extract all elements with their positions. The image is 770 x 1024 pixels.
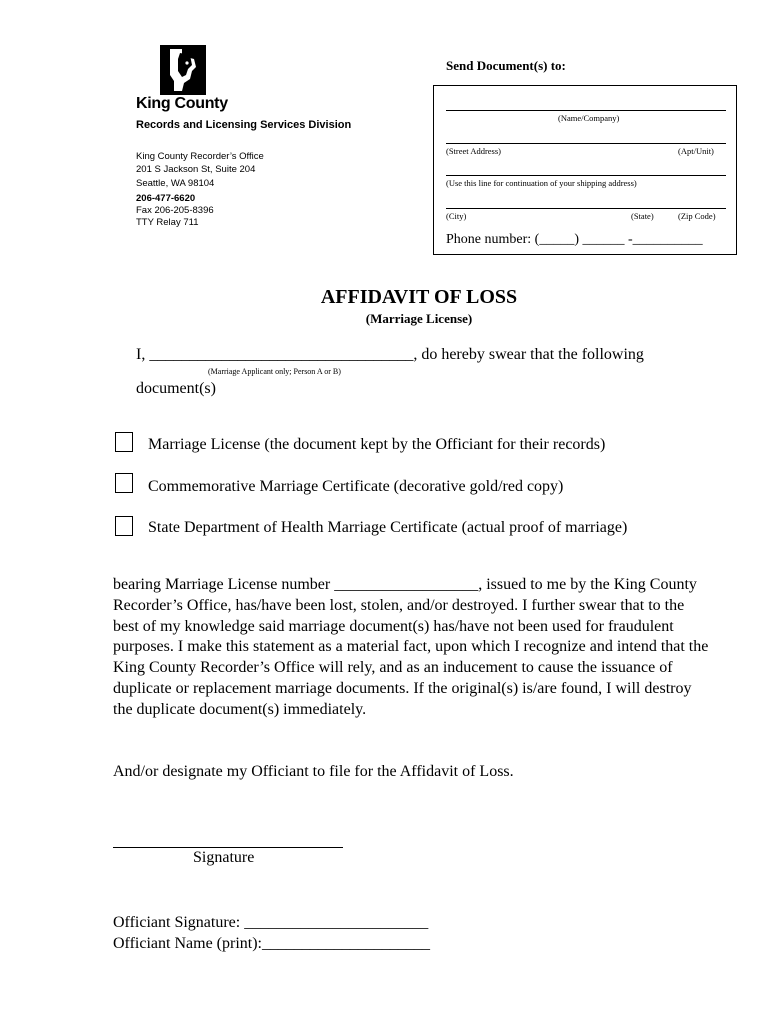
phone-main: 206-477-6620 <box>136 193 196 204</box>
applicant-name-field[interactable]: I, _________________________________, do hereby swear that the following <box>136 346 644 363</box>
division-name: Records and Licensing Services Division <box>136 119 352 131</box>
fax-number: Fax 206-205-8396 <box>136 205 214 216</box>
address-continuation-field[interactable] <box>446 175 726 176</box>
street-address-label: (Street Address) <box>446 146 502 156</box>
phone-number-field[interactable]: Phone number: (_____) ______ -__________ <box>446 232 703 247</box>
apt-unit-label: (Apt/Unit) <box>678 146 714 156</box>
zip-code-label: (Zip Code) <box>678 211 716 221</box>
name-company-field[interactable] <box>446 110 726 111</box>
documents-text: document(s) <box>136 380 216 397</box>
signature-label: Signature <box>193 849 255 866</box>
state-certificate-option: State Department of Health Marriage Certificate (actual proof of marriage) <box>148 519 628 536</box>
king-county-logo-icon <box>160 45 206 95</box>
street-address-field[interactable] <box>446 143 726 144</box>
officiant-signature-field[interactable]: Officiant Signature: _______________________ <box>113 914 429 931</box>
shipping-address-box <box>433 85 737 255</box>
marriage-license-option: Marriage License (the document kept by the Officiant for their records) <box>148 436 606 453</box>
send-to-title: Send Document(s) to: <box>446 58 566 73</box>
affidavit-paragraph: bearing Marriage License number __________________, issued to me by the King County Recorder’s Office, has/have been lost, stolen, and/or destroyed. I further swear that to the best of my knowledge said marriage document(s) has/have not been used for fraudulent purposes. I make this statement as a material fact, upon which I recognize and intend that the King County Recorder’s Office will rely, and as an inducement to cause the issuance of duplicate or replacement marriage documents. If the original(s) is/are found, I will destroy the duplicate document(s) immediately. <box>113 576 709 718</box>
tty-relay: TTY Relay 711 <box>136 217 199 228</box>
commemorative-certificate-checkbox[interactable] <box>115 473 133 493</box>
state-label: (State) <box>631 211 654 221</box>
city-label: (City) <box>446 211 467 221</box>
address-line-2: 201 S Jackson St, Suite 204 <box>136 164 256 175</box>
officiant-name-field[interactable]: Officiant Name (print):_____________________ <box>113 935 430 952</box>
name-company-label: (Name/Company) <box>558 113 620 123</box>
signature-line[interactable] <box>113 847 343 848</box>
state-certificate-checkbox[interactable] <box>115 516 133 536</box>
continuation-label: (Use this line for continuation of your shipping address) <box>446 178 637 188</box>
marriage-license-checkbox[interactable] <box>115 432 133 452</box>
page-title: AFFIDAVIT OF LOSS <box>320 286 518 308</box>
applicant-note: (Marriage Applicant only; Person A or B) <box>208 367 341 376</box>
logo-text: King County <box>136 95 228 112</box>
city-state-zip-field[interactable] <box>446 208 726 209</box>
page-subtitle: (Marriage License) <box>365 311 473 326</box>
address-line-1: King County Recorder’s Office <box>136 151 264 162</box>
commemorative-certificate-option: Commemorative Marriage Certificate (decorative gold/red copy) <box>148 478 564 495</box>
designate-officiant-text: And/or designate my Officiant to file for the Affidavit of Loss. <box>113 763 514 780</box>
address-line-3: Seattle, WA 98104 <box>136 178 215 189</box>
